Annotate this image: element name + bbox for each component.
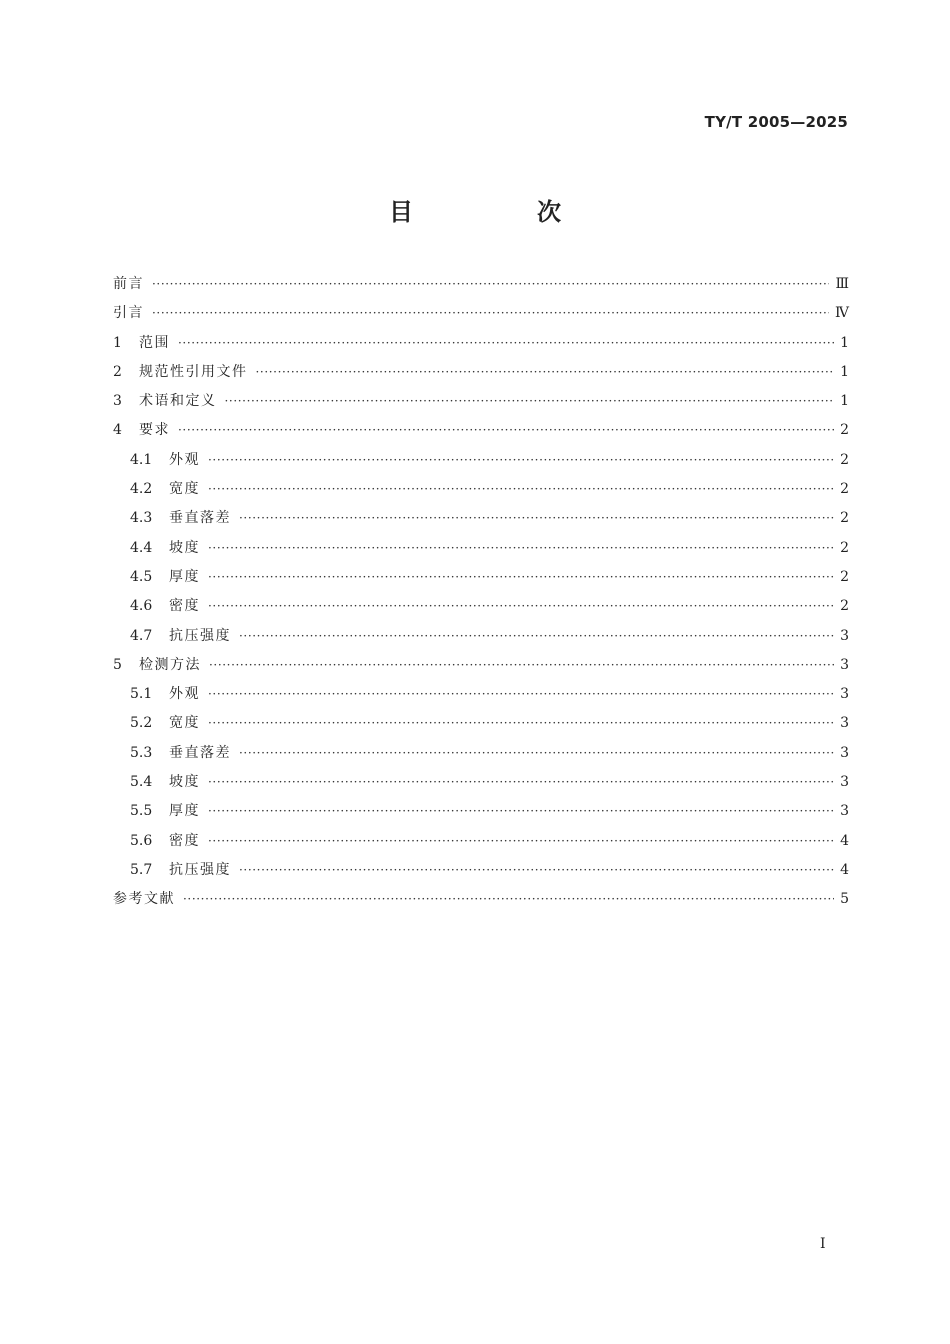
toc-entry-page: 2 [840, 598, 849, 615]
toc-entry-label: 引言 [113, 305, 144, 322]
toc-entry-number: 2 [113, 363, 122, 380]
toc-entry-number: 5.1 [130, 686, 153, 703]
toc-entry-number: 4.3 [130, 510, 153, 527]
toc-entry-label: 外观 [169, 451, 200, 468]
toc-dot-leader [239, 739, 834, 768]
toc-dot-leader [178, 416, 834, 445]
toc-entry-number: 5 [113, 656, 122, 673]
toc-entry-label: 垂直落差 [169, 510, 231, 527]
toc-entry-label: 前言 [113, 276, 144, 292]
toc-entry-page: 3 [840, 744, 849, 761]
toc-entry-page: 1 [840, 334, 849, 351]
toc-entry-number: 3 [113, 393, 122, 410]
toc-entry[interactable] [113, 885, 849, 914]
toc-entry-number: 4.1 [130, 451, 153, 468]
toc-dot-leader [208, 768, 834, 797]
footer-page-number: Ⅰ [820, 1236, 826, 1252]
toc-entry-number: 5.6 [130, 832, 153, 849]
toc-entry-label: 参考文献 [113, 891, 175, 908]
toc-entry-page: 3 [840, 803, 849, 820]
toc-entry[interactable] [113, 592, 849, 621]
toc-entry[interactable] [113, 446, 849, 475]
toc-dot-leader [183, 885, 834, 914]
toc-entry-page: 3 [840, 656, 849, 673]
toc-entry[interactable] [113, 534, 849, 563]
toc-entry-number: 4.4 [130, 539, 153, 556]
toc-entry-page: 2 [840, 568, 849, 585]
toc-entry-number: 1 [113, 334, 122, 351]
toc-entry-label: 坡度 [169, 774, 200, 791]
toc-entry-page: 4 [840, 832, 849, 849]
toc-entry-page: 2 [840, 422, 849, 439]
toc-entry-label: 检测方法 [139, 656, 201, 673]
toc-dot-leader [208, 592, 834, 621]
toc-dot-leader [239, 622, 834, 651]
toc-entry-label: 宽度 [169, 481, 200, 498]
toc-entry[interactable] [113, 299, 849, 328]
toc-dot-leader [178, 329, 834, 358]
toc-entry-page: Ⅲ [835, 276, 849, 292]
toc-dot-leader [256, 358, 835, 387]
toc-dot-leader [152, 270, 829, 299]
toc-entry-number: 5.4 [130, 774, 153, 791]
toc-entry-page: 5 [840, 891, 849, 908]
toc-entry-page: 1 [840, 393, 849, 410]
toc-entry-page: 2 [840, 510, 849, 527]
toc-dot-leader [239, 856, 834, 885]
toc-dot-leader [208, 446, 834, 475]
toc-entry-page: 4 [840, 861, 849, 878]
toc-entry-number: 5.5 [130, 803, 153, 820]
toc-entry-label: 厚度 [169, 803, 200, 820]
toc-entry-label: 宽度 [169, 715, 200, 732]
toc-entry-number: 5.2 [130, 715, 153, 732]
toc-entry[interactable] [113, 709, 849, 738]
toc-entry-label: 密度 [169, 598, 200, 615]
toc-entry-label: 厚度 [169, 568, 200, 585]
toc-entry-page: 2 [840, 539, 849, 556]
toc-dot-leader [208, 797, 834, 826]
toc-entry[interactable] [113, 329, 849, 358]
toc-entry[interactable] [113, 416, 849, 445]
toc-entry-page: Ⅳ [835, 305, 849, 322]
toc-entry[interactable] [113, 563, 849, 592]
toc-entry[interactable] [113, 270, 849, 299]
toc-dot-leader [208, 475, 834, 504]
toc-entry-number: 4.5 [130, 568, 153, 585]
toc-entry-label: 垂直落差 [169, 744, 231, 761]
toc-dot-leader [208, 534, 834, 563]
toc-entry[interactable] [113, 856, 849, 885]
toc-entry[interactable] [113, 387, 849, 416]
toc-entry-label: 抗压强度 [169, 627, 231, 644]
toc-entry-number: 4.7 [130, 627, 153, 644]
toc-entry[interactable] [113, 622, 849, 651]
toc-dot-leader [225, 387, 835, 416]
toc-entry-page: 1 [840, 363, 849, 380]
page-title: 目 次 [389, 198, 611, 226]
toc-entry-label: 抗压强度 [169, 861, 231, 878]
toc-dot-leader [208, 709, 834, 738]
toc-entry-number: 4 [113, 422, 122, 439]
toc-entry[interactable] [113, 651, 849, 680]
table-of-contents [113, 270, 849, 915]
standard-code: TY/T 2005—2025 [704, 113, 848, 131]
toc-dot-leader [152, 299, 829, 328]
toc-dot-leader [209, 651, 834, 680]
toc-entry-label: 要求 [139, 422, 170, 439]
toc-entry-page: 2 [840, 451, 849, 468]
toc-entry[interactable] [113, 739, 849, 768]
toc-dot-leader [208, 563, 834, 592]
toc-entry-label: 术语和定义 [139, 393, 217, 410]
toc-entry-label: 坡度 [169, 539, 200, 556]
toc-entry-page: 3 [840, 715, 849, 732]
toc-entry[interactable] [113, 504, 849, 533]
toc-dot-leader [208, 827, 834, 856]
toc-entry[interactable] [113, 827, 849, 856]
toc-entry-number: 4.2 [130, 481, 153, 498]
toc-entry[interactable] [113, 680, 849, 709]
toc-entry-page: 3 [840, 627, 849, 644]
toc-entry-number: 5.3 [130, 744, 153, 761]
toc-entry-label: 规范性引用文件 [139, 363, 248, 380]
toc-entry-label: 密度 [169, 832, 200, 849]
toc-entry[interactable] [113, 358, 849, 387]
toc-entry-page: 3 [840, 774, 849, 791]
toc-entry[interactable] [113, 768, 849, 797]
toc-entry-label: 外观 [169, 686, 200, 703]
toc-entry[interactable] [113, 475, 849, 504]
toc-entry-number: 4.6 [130, 598, 153, 615]
toc-dot-leader [208, 680, 834, 709]
toc-entry-page: 3 [840, 686, 849, 703]
toc-dot-leader [239, 504, 834, 533]
toc-entry[interactable] [113, 797, 849, 826]
toc-entry-page: 2 [840, 481, 849, 498]
toc-entry-label: 范围 [139, 334, 170, 351]
toc-entry-number: 5.7 [130, 861, 153, 878]
